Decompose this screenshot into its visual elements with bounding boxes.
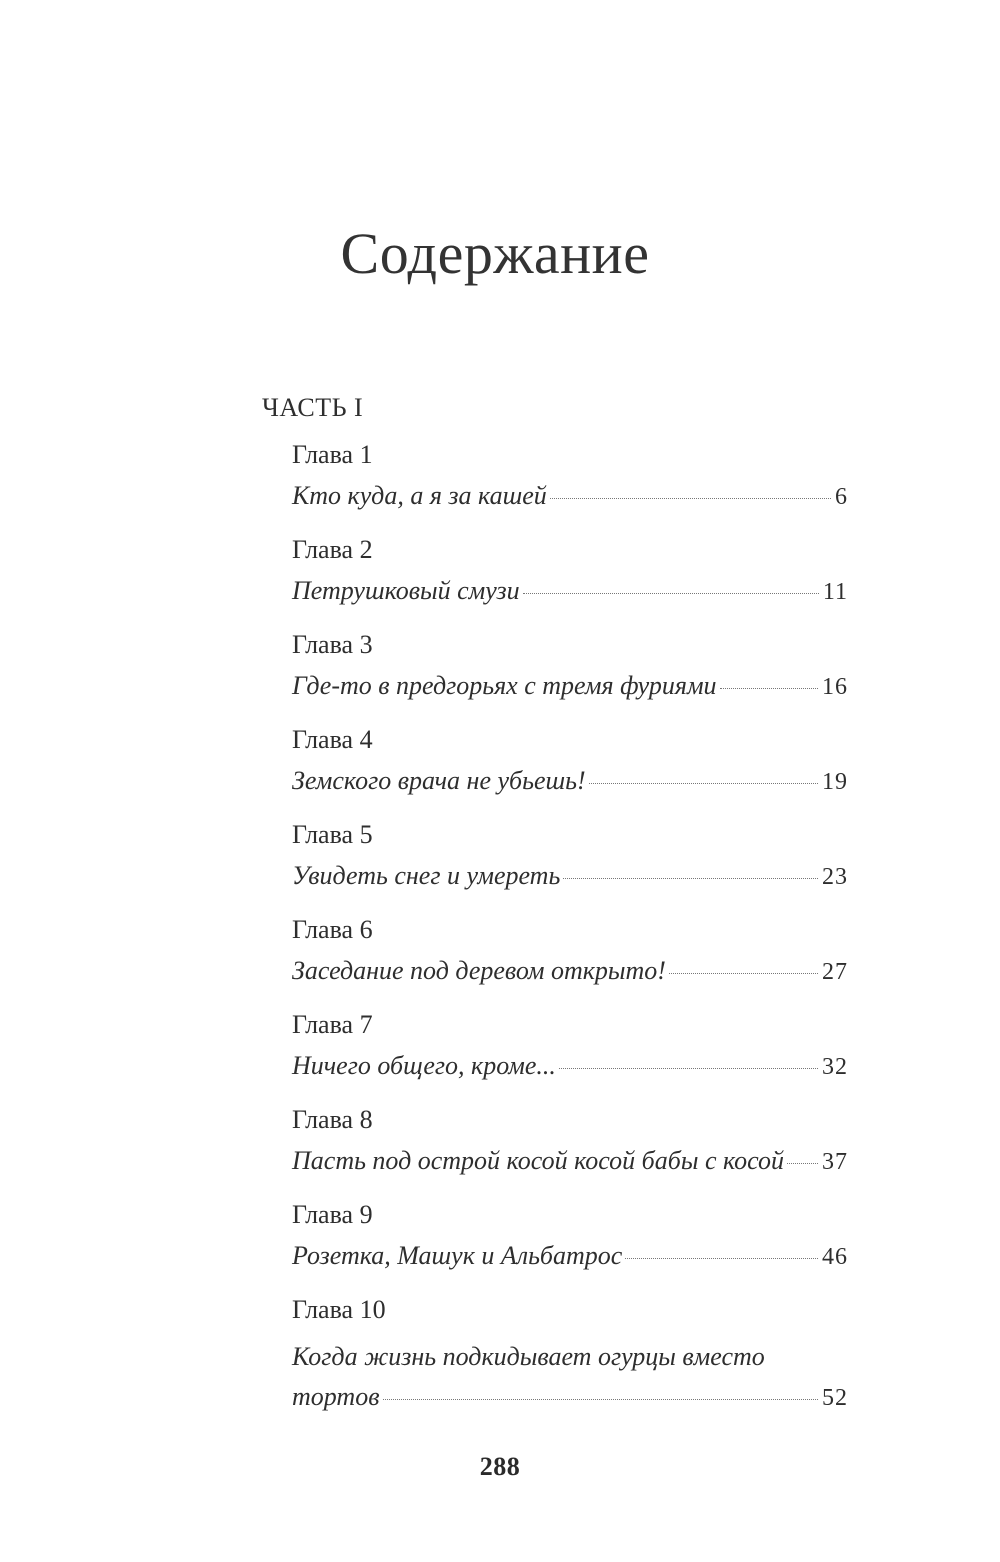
- chapter-label: Глава 3: [292, 630, 373, 659]
- chapter-label: Глава 1: [292, 440, 373, 469]
- page-number: 46: [822, 1244, 848, 1270]
- entry-title: Земского врача не убьешь!: [292, 766, 586, 795]
- toc-entry[interactable]: [292, 476, 848, 523]
- dot-leader: [523, 593, 819, 594]
- entry-title-line-2: тортов: [292, 1382, 380, 1411]
- toc-entry[interactable]: [292, 571, 848, 618]
- chapter-8: [292, 1093, 848, 1188]
- chapter-label: Глава 5: [292, 820, 373, 849]
- toc-entry[interactable]: [292, 1236, 848, 1283]
- chapter-6: [292, 903, 848, 998]
- page-number: 16: [822, 674, 848, 700]
- page-folio: 288: [479, 1452, 521, 1481]
- toc-entry[interactable]: [292, 1046, 848, 1093]
- page-number: 23: [822, 864, 848, 890]
- chapter-label: Глава 9: [292, 1200, 373, 1229]
- chapter-label: Глава 6: [292, 915, 373, 944]
- entry-title: Пасть под острой косой косой бабы с косой: [292, 1146, 785, 1175]
- dot-leader: [559, 1068, 818, 1069]
- dot-leader: [589, 783, 818, 784]
- page-number: 32: [822, 1054, 848, 1080]
- entry-title: Где-то в предгорьях с тремя фуриями: [292, 671, 717, 700]
- page-number: 6: [835, 484, 848, 510]
- entry-title-line-2-row: [292, 1377, 848, 1418]
- toc-entry[interactable]: [292, 666, 848, 713]
- chapter-2: [292, 523, 848, 618]
- toc-entry[interactable]: [292, 856, 848, 903]
- page-number: 37: [822, 1149, 848, 1175]
- dot-leader: [625, 1258, 818, 1259]
- entry-title: Ничего общего, кроме...: [292, 1051, 556, 1080]
- entry-title: Кто куда, а я за кашей: [292, 481, 547, 510]
- chapter-3: [292, 618, 848, 713]
- entry-title: Петрушковый смузи: [292, 576, 520, 605]
- chapter-5: [292, 808, 848, 903]
- page-title-text: Содержание: [340, 221, 650, 286]
- chapter-10: [292, 1283, 848, 1418]
- toc-entry[interactable]: [292, 1141, 848, 1188]
- dot-leader: [383, 1399, 819, 1400]
- chapter-1: [292, 428, 848, 523]
- chapter-label: Глава 4: [292, 725, 373, 754]
- dot-leader: [669, 973, 818, 974]
- entry-title: Увидеть снег и умереть: [292, 861, 561, 890]
- toc-entry[interactable]: [292, 761, 848, 808]
- page-title: [0, 218, 1000, 290]
- page-number: 19: [822, 769, 848, 795]
- entry-title: Заседание под деревом открыто!: [292, 956, 666, 985]
- toc-entry[interactable]: [292, 1331, 848, 1418]
- chapter-label: Глава 8: [292, 1105, 373, 1134]
- page-number: 52: [822, 1385, 848, 1411]
- toc-entry[interactable]: [292, 951, 848, 998]
- entry-title-line-1: Когда жизнь подкидывает огурцы вместо: [292, 1342, 765, 1371]
- dot-leader: [563, 878, 818, 879]
- chapter-7: [292, 998, 848, 1093]
- entry-title: Розетка, Машук и Альбатрос: [292, 1241, 623, 1270]
- chapter-9: [292, 1188, 848, 1283]
- chapter-4: [292, 713, 848, 808]
- table-of-contents: [262, 388, 848, 1418]
- part-label: ЧАСТЬ I: [262, 393, 364, 422]
- page-number: 27: [822, 959, 848, 985]
- chapter-label: Глава 2: [292, 535, 373, 564]
- dot-leader: [787, 1163, 818, 1164]
- page-number: 11: [822, 579, 848, 605]
- chapter-label: Глава 7: [292, 1010, 373, 1039]
- chapter-label: Глава 10: [292, 1295, 386, 1324]
- dot-leader: [720, 688, 818, 689]
- dot-leader: [550, 498, 831, 499]
